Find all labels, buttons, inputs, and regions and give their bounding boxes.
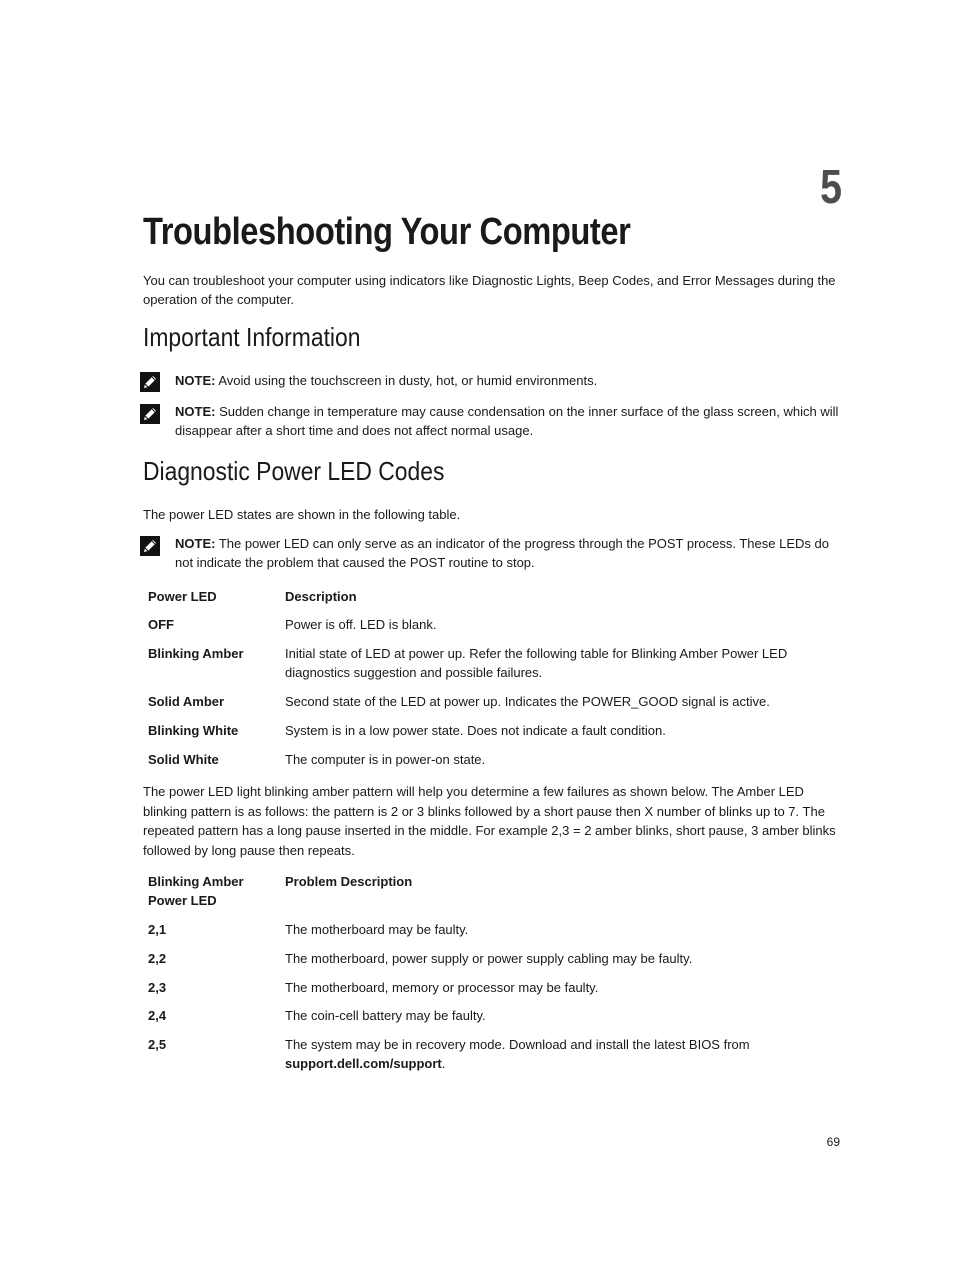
note-pencil-icon (140, 404, 160, 424)
cell-text: The system may be in recovery mode. Download and install the latest BIOS from (285, 1037, 750, 1052)
note-body: The power LED can only serve as an indicator of the progress through the POST process. These LEDs do not indicate the problem that caused the POST routine to stop. (175, 536, 829, 570)
table-cell: Second state of the LED at power up. Indicates the POWER_GOOD signal is active. (285, 694, 770, 709)
table-cell: System is in a low power state. Does not indicate a fault condition. (285, 723, 666, 738)
table-cell: Power is off. LED is blank. (285, 617, 437, 632)
table-cell: The motherboard, power supply or power supply cabling may be faulty. (285, 951, 693, 966)
page-title: Troubleshooting Your Computer (143, 211, 631, 253)
heading-diagnostic-power-led-codes: Diagnostic Power LED Codes (143, 456, 445, 486)
table-cell: Initial state of LED at power up. Refer the following table for Blinking Amber Power LED diagnostics suggestion and possible failures. (285, 646, 788, 680)
column-header: Description (285, 589, 357, 604)
note-condensation (175, 402, 843, 440)
table-cell (285, 1035, 843, 1073)
lead-paragraph: The power LED states are shown in the following table. (143, 507, 461, 522)
table-cell: Blinking Amber (148, 646, 244, 661)
table-cell: 2,1 (148, 922, 167, 937)
note-pencil-icon (140, 536, 160, 556)
chapter-number: 5 (820, 161, 842, 214)
intro-paragraph: You can troubleshoot your computer using indicators like Diagnostic Lights, Beep Codes, and Error Messages during the operation of the computer. (143, 273, 836, 307)
table-cell: The coin-cell battery may be faulty. (285, 1008, 486, 1023)
table-cell: 2,4 (148, 1008, 167, 1023)
table-cell: Blinking White (148, 723, 239, 738)
note-body: Avoid using the touchscreen in dusty, hot, or humid environments. (215, 373, 598, 388)
note-label: NOTE: (175, 404, 216, 419)
note-power-led (175, 534, 843, 572)
table-cell: The computer is in power-on state. (285, 752, 486, 767)
column-header: Blinking Amber Power LED (148, 874, 244, 908)
cell-suffix: . (441, 1056, 446, 1071)
table-cell: 2,5 (148, 1037, 167, 1052)
support-link[interactable]: support.dell.com/support (285, 1056, 442, 1071)
heading-important-information: Important Information (143, 322, 361, 352)
table-cell: 2,2 (148, 951, 167, 966)
table-cell: Solid Amber (148, 694, 225, 709)
note-label: NOTE: (175, 536, 216, 551)
table-cell: OFF (148, 617, 174, 632)
note-pencil-icon (140, 372, 160, 392)
table-cell: Solid White (148, 752, 219, 767)
note-label: NOTE: (175, 373, 216, 388)
table-cell: The motherboard, memory or processor may be faulty. (285, 980, 599, 995)
note-body: Sudden change in temperature may cause condensation on the inner surface of the glass screen, which will disappear after a short time and does not affect normal usage. (175, 404, 839, 438)
table-cell: The motherboard may be faulty. (285, 922, 469, 937)
pattern-paragraph: The power LED light blinking amber pattern will help you determine a few failures as shown below. The Amber LED blinking pattern is as follows: the pattern is 2 or 3 blinks followed by a short pause then X number of blinks up to 7. The repeated pattern has a long pause inserted in the middle. For example 2,3 = 2 amber blinks, short pause, 3 amber blinks followed by long pause then repeats. (143, 784, 836, 858)
note-touchscreen (175, 371, 843, 390)
page-number: 69 (826, 1135, 840, 1149)
column-header: Problem Description (285, 874, 413, 889)
table-cell: 2,3 (148, 980, 167, 995)
column-header: Power LED (148, 589, 217, 604)
